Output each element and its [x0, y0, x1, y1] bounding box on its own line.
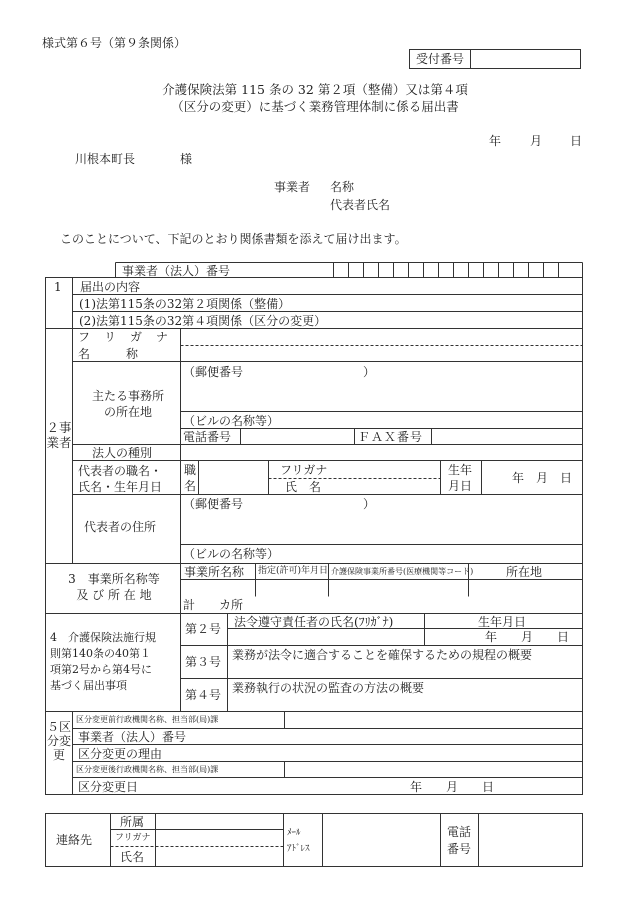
contact-furigana-field[interactable] — [156, 830, 283, 846]
name-label: 名 称 — [78, 347, 139, 361]
audit-method-label: 業務執行の状況の監査の方法の概要 — [232, 681, 425, 695]
compliance-rules-field[interactable] — [228, 663, 582, 678]
birth-label-1: 生年 — [448, 463, 473, 477]
date-year: 年 — [489, 134, 502, 148]
title-label: 職 — [184, 463, 197, 477]
rep-name-field[interactable] — [340, 461, 440, 494]
corp-type-field[interactable] — [181, 445, 582, 460]
rep-building-name-label: （ビルの名称等） — [183, 547, 280, 561]
contact-label: 連絡先 — [56, 833, 93, 847]
rep-birthdate-ymd[interactable]: 年 月 日 — [512, 471, 573, 485]
contact-dept-label: 所属 — [120, 815, 145, 829]
date-day: 日 — [570, 134, 583, 148]
applicant-name-label: 名称 — [330, 180, 355, 194]
corp-number-label-2: 事業者（法人）番号 — [78, 730, 187, 744]
building-name-label: （ビルの名称等） — [183, 414, 280, 428]
statement: このことについて、下記のとおり関係書類を添えて届け出ます。 — [60, 232, 407, 246]
section-3-label: 3 事業所名称等 及 び 所 在 地 — [68, 572, 160, 602]
title-line-1: 介護保険法第 115 条の 32 第２項（整備）又は第４項 — [162, 82, 468, 97]
change-reason-field[interactable] — [180, 745, 582, 761]
change-date-ymd[interactable]: 年 月 日 — [410, 780, 495, 794]
title-line-2: （区分の変更）に基づく業務管理体制に係る届出書 — [171, 99, 459, 114]
contact-dept-field[interactable] — [156, 814, 283, 829]
change-date-label: 区分変更日 — [78, 780, 139, 794]
corp-number-field-2[interactable] — [200, 729, 582, 744]
mail-address-field[interactable] — [323, 814, 440, 866]
rep-furigana-label: フリガナ — [280, 463, 328, 477]
compliance-birthdate-label: 生年月日 — [478, 615, 527, 629]
section-1-title: 届出の内容 — [80, 280, 141, 294]
contact-furigana-label: フリガナ — [115, 833, 151, 843]
fax-field[interactable] — [432, 429, 582, 444]
date-month: 月 — [530, 134, 543, 148]
before-agency-field[interactable] — [285, 712, 582, 728]
fax-label: ＦＡＸ番号 — [358, 430, 424, 444]
compliance-birthdate-ymd[interactable]: 年 月 日 — [485, 630, 570, 644]
contact-name-field[interactable] — [156, 847, 283, 866]
title-label-2: 名 — [184, 479, 197, 493]
rep-address-label: 代表者の住所 — [84, 520, 157, 534]
no3-label: 第３号 — [185, 655, 222, 669]
section-1-number: 1 — [54, 280, 62, 294]
office-address-field[interactable] — [181, 380, 582, 411]
mail-label-1: ﾒｰﾙ — [287, 828, 301, 838]
office-row-field[interactable] — [181, 580, 582, 596]
corp-number-field[interactable] — [334, 263, 582, 277]
notification-option-2[interactable]: (2)法第115条の32第４項関係（区分の変更） — [79, 314, 327, 328]
office-address-label: 主たる事務所 の所在地 — [91, 389, 164, 419]
furigana-label: フ リ ガ ナ — [78, 330, 170, 344]
notification-option-1[interactable]: (1)法第115条の32第２項関係（整備） — [79, 297, 291, 311]
tel-label: 電話番号 — [183, 430, 232, 444]
rep-info-label: 代表者の職名・ 氏名・生年月日 — [78, 464, 163, 494]
rep-title-field[interactable] — [199, 461, 268, 494]
change-reason-label: 区分変更の理由 — [78, 747, 163, 761]
rep-address-field[interactable] — [181, 512, 582, 544]
corp-number-label: 事業者（法人）番号 — [122, 264, 231, 278]
section-4-label: 4 介護保険法施行規 則第140条の40第１ 項第2号から第4号に 基づく届出事項 — [50, 631, 156, 692]
designation-date-header: 指定(許可)年月日 — [258, 566, 329, 576]
tel-label-2: 番号 — [447, 842, 472, 856]
office-number-header: 介護保険事業所番号(医療機関等コード) — [331, 567, 474, 576]
section-2-label: ２事業者 — [46, 420, 72, 450]
before-agency-label: 区分変更前行政機関名称、担当部(局)課 — [76, 715, 219, 724]
company-name-field[interactable] — [181, 346, 582, 361]
receipt-number-label: 受付番号 — [410, 50, 471, 68]
rep-name-label: 氏 名 — [285, 480, 322, 494]
compliance-rules-label: 業務が法令に適合することを確保するための規程の概要 — [232, 648, 533, 662]
corp-type-label: 法人の種別 — [92, 446, 153, 460]
mail-label-2: ｱﾄﾞﾚｽ — [287, 844, 310, 854]
compliance-officer-label: 法令遵守責任者の氏名(ﾌﾘｶﾞﾅ) — [234, 615, 394, 629]
applicant-label: 事業者 — [274, 180, 311, 194]
tel-field[interactable] — [241, 429, 354, 444]
section-5-label: ５区分変更 — [46, 720, 71, 762]
total-offices-label: 計 カ所 — [183, 598, 244, 612]
addressee-sama: 様 — [180, 152, 193, 166]
contact-tel-field[interactable] — [479, 814, 582, 866]
office-name-header: 事業所名称 — [184, 565, 245, 579]
form-number: 様式第６号（第９条関係） — [42, 36, 187, 50]
tel-label-1: 電話 — [447, 825, 472, 839]
furigana-field[interactable] — [181, 329, 582, 345]
applicant-rep-label: 代表者氏名 — [330, 198, 391, 212]
addressee: 川根本町長 — [75, 152, 136, 166]
birth-label-2: 月日 — [448, 479, 473, 493]
no2-label: 第２号 — [185, 622, 222, 636]
postal-code-label: （郵便番号 ） — [183, 365, 376, 379]
after-agency-field[interactable] — [285, 762, 582, 777]
contact-name-label: 氏名 — [120, 850, 145, 864]
rep-postal-code-label: （郵便番号 ） — [183, 497, 376, 511]
no4-label: 第４号 — [185, 688, 222, 702]
audit-method-field[interactable] — [228, 696, 582, 711]
compliance-officer-field[interactable] — [228, 629, 424, 645]
location-header: 所在地 — [506, 565, 543, 579]
after-agency-label: 区分変更後行政機関名称、担当部(局)課 — [76, 765, 219, 774]
